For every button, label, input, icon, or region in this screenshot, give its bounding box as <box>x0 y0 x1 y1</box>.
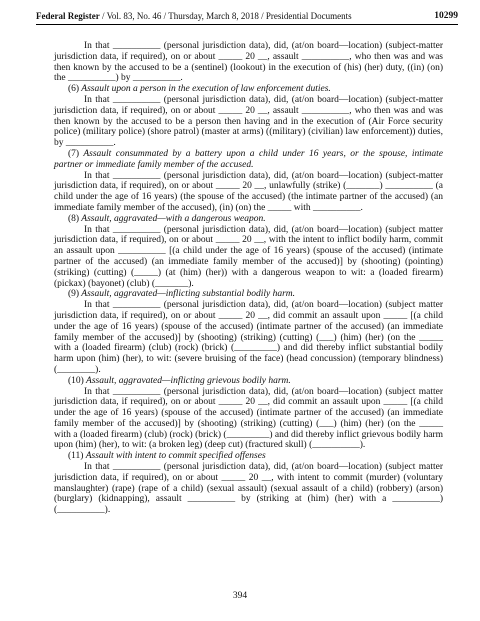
issue-line: / Vol. 83, No. 46 / Thursday, March 8, 2018 / Presidential Documents <box>99 11 352 21</box>
section-title: Assault consummated by a battery upon a child under 16 years, or the spouse, intimate partner or immediate family member of the accused. <box>54 148 443 170</box>
document-body <box>54 41 443 516</box>
specification-paragraph: In that __________ (personal jurisdiction data), did, (at/on board—location) (subject-matter jurisdiction data, if required), on or about _____ 20 __, assault __________, who then was and was then known by the accused to be a person then having and in the execution of (Air Force security police) (military police) (shore patrol) (master at arms) ((military) (civilian) law enforcement)) duties, by __________. <box>54 94 443 149</box>
section-number: (6) <box>68 84 80 95</box>
section-title: Assault, aggravated—with a dangerous weapon. <box>79 213 266 224</box>
section-number: (7) <box>68 148 80 159</box>
section-heading <box>54 451 443 462</box>
section-number: (10) <box>68 375 84 386</box>
specification-paragraph: In that __________ (personal jurisdiction data), did, (at/on board—location) (subject-matter jurisdiction data, if required), on or about _____ 20 __, assault __________, who then was and was then known by the accused to be a (sentinel) (lookout) in the execution of (his) (her) duty, ((in) (on) the __________) by __________. <box>54 41 443 84</box>
page-folio: 394 <box>232 591 248 601</box>
specification-paragraph: In that __________ (personal jurisdiction data), did, (at/on board—location) (subject matter jurisdiction data, if required), on or about _____ 20 __, with the intent to inflict bodily harm, commit an assault upon __________ [(a child under the age of 16 years) (spouse of the accused) (intimate partner of the accused) (an immediate family member of the accused)] by (shooting) (pointing) (striking) (cutting) (_____) (at (him) (her)) with a dangerous weapon to wit: a (loaded firearm) (pickax) (bayonet) (club) (_______). <box>54 224 443 289</box>
journal-name: Federal Register <box>36 11 100 21</box>
section-heading <box>54 214 443 225</box>
section-title: Assault with intent to commit specified offenses <box>83 451 266 462</box>
section-title: Assault, aggravated—inflicting grievous bodily harm. <box>83 375 291 386</box>
section-number: (11) <box>68 451 84 462</box>
specification-paragraph: In that __________ (personal jurisdiction data), did, (at/on board—location) (subject matter jurisdiction data, if required), on or about _____ 20 __, with intent to commit (murder) (voluntary manslaughter) (rape) (rape of a child) (sexual assault) (sexual assault of a child) (robbery) (arson) (burglary) (kidnapping), assault __________ by (striking at (him) (her) with a __________) (__________). <box>54 462 443 516</box>
section-heading <box>54 84 443 95</box>
section-number: (9) <box>68 289 80 300</box>
header-page-number: 10299 <box>434 11 458 21</box>
section-title: Assault upon a person in the execution of law enforcement duties. <box>79 84 331 95</box>
section-heading <box>54 376 443 387</box>
section-heading <box>54 149 443 171</box>
section-number: (8) <box>68 213 80 224</box>
header-citation <box>36 10 352 22</box>
specification-paragraph: In that __________ (personal jurisdiction data), did, (at/on board—location) (subject matter jurisdiction data, if required), on or about _____ 20 __, did commit an assault upon _____ [(a child under the age of 16 years) (spouse of the accused) (intimate partner of the accused) (an immediate family member of the accused)] by (shooting) (striking) (cutting) (___) (him) (her) (on the _____ with a (loaded firearm) (club) (rock) (brick) (_________) and did thereby inflict grievous bodily harm upon (him) (her), to wit: (a broken leg) (deep cut) (fractured skull) (__________). <box>54 386 443 451</box>
running-header <box>36 10 458 25</box>
section-title: Assault, aggravated—inflicting substantial bodily harm. <box>79 289 296 300</box>
section-heading <box>54 289 443 300</box>
specification-paragraph: In that __________ (personal jurisdiction data), did, (at/on board—location) (subject-matter jurisdiction data, if required), on or about _____ 20 __, unlawfully (strike) (_______) __________ (a child under the age of 16 years) (the spouse of the accused) (the intimate partner of the accused) (an immediate family member of the accused), (in) (on) the _____ with __________. <box>54 170 443 213</box>
specification-paragraph: In that __________ (personal jurisdiction data), did, (at/on board—location) (subject matter jurisdiction data, if required), on or about _____ 20 __, did commit an assault upon _____ [(a child under the age of 16 years) (spouse of the accused) (intimate partner of the accused) (an immediate family member of the accused)] by (shooting) (striking) (cutting) (___) (him) (her) (on the _____ with a (loaded firearm) (club) (rock) (brick) (_________) and did thereby inflict substantial bodily harm upon (him) (her), to wit: (severe bruising of the face) (head concussion) (temporary blindness) (________). <box>54 300 443 375</box>
